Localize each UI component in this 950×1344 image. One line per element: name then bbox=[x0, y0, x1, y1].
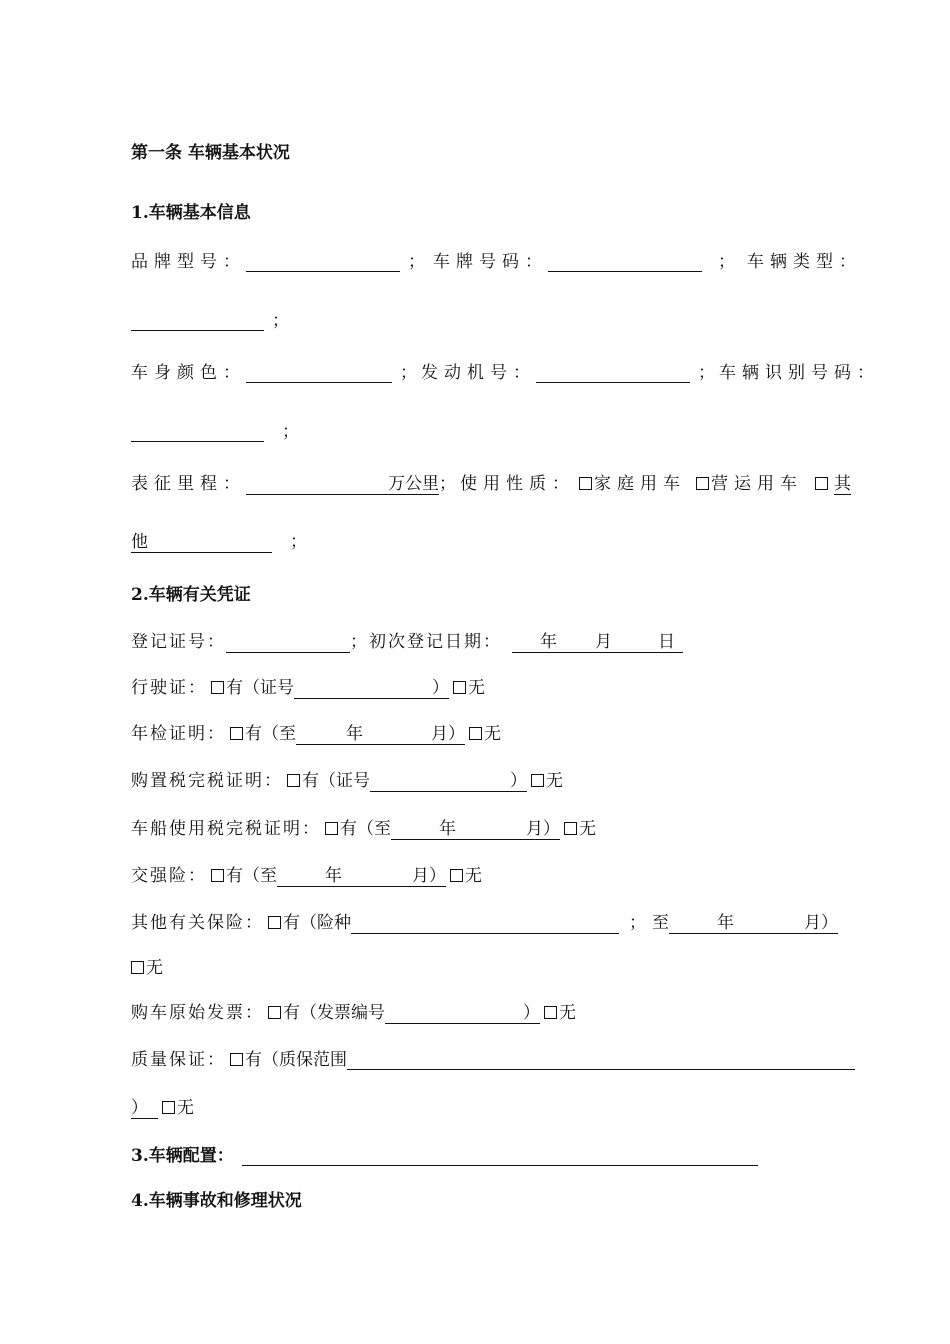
vessel-tax-field[interactable] bbox=[391, 819, 560, 840]
close-paren: ） bbox=[429, 866, 446, 886]
semicolon: ； bbox=[718, 252, 735, 272]
config-field[interactable] bbox=[242, 1147, 758, 1166]
compulsory-ins-row bbox=[131, 861, 482, 887]
checkbox-none[interactable] bbox=[131, 961, 144, 974]
close-paren: ） bbox=[523, 1003, 540, 1023]
section-title: 第一条 车辆基本状况 bbox=[131, 143, 290, 163]
year-label: 年 bbox=[439, 819, 456, 839]
compulsory-ins-field[interactable] bbox=[277, 866, 446, 887]
plate-label: 车牌号码： bbox=[433, 252, 548, 272]
month-label: 月 bbox=[412, 866, 429, 886]
none-label: 无 bbox=[546, 771, 563, 791]
none-label: 无 bbox=[484, 724, 501, 744]
reg-field[interactable] bbox=[226, 634, 350, 653]
close-paren: ） bbox=[131, 1098, 148, 1118]
driving-license-field[interactable] bbox=[294, 678, 449, 699]
driving-license-label: 行驶证： bbox=[131, 678, 207, 698]
config-heading: 3.车辆配置： bbox=[131, 1146, 234, 1166]
plate-field[interactable] bbox=[548, 253, 702, 272]
semicolon: ； bbox=[282, 422, 299, 442]
engine-label: 发动机号： bbox=[421, 363, 536, 383]
month-label: 月 bbox=[526, 819, 543, 839]
annual-check-row bbox=[131, 719, 501, 745]
none-label: 无 bbox=[465, 866, 482, 886]
warranty-close-field[interactable] bbox=[131, 1098, 158, 1119]
config-row bbox=[131, 1141, 758, 1166]
accident-heading: 4.车辆事故和修理状况 bbox=[131, 1191, 302, 1211]
checkbox-has[interactable] bbox=[325, 822, 338, 835]
checkbox-commercial[interactable] bbox=[696, 477, 709, 490]
mileage-unit: 万公里 bbox=[388, 474, 439, 494]
annual-check-label: 年检证明： bbox=[131, 724, 226, 744]
checkbox-has[interactable] bbox=[287, 774, 300, 787]
use-option-family: 家庭用车 bbox=[594, 474, 686, 494]
reg-label: 登记证号： bbox=[131, 632, 226, 652]
has-label: 有 bbox=[340, 819, 357, 839]
none-label: 无 bbox=[177, 1098, 194, 1118]
has-label: 有 bbox=[245, 1050, 262, 1070]
other-ins-none-row bbox=[131, 953, 163, 978]
checkbox-has[interactable] bbox=[230, 1053, 243, 1066]
semicolon: ； bbox=[408, 252, 425, 272]
open-cert: （证号 bbox=[243, 678, 294, 698]
type-label: 车辆类型： bbox=[747, 252, 862, 272]
checkbox-family[interactable] bbox=[579, 477, 592, 490]
checkbox-other[interactable] bbox=[815, 477, 828, 490]
checkbox-none[interactable] bbox=[531, 774, 544, 787]
checkbox-none[interactable] bbox=[564, 822, 577, 835]
vessel-tax-label: 车船使用税完税证明： bbox=[131, 819, 321, 839]
vin-field[interactable] bbox=[131, 423, 264, 442]
checkbox-none[interactable] bbox=[453, 681, 466, 694]
driving-license-row bbox=[131, 673, 485, 699]
checkbox-has[interactable] bbox=[211, 869, 224, 882]
has-label: 有 bbox=[226, 866, 243, 886]
semicolon: ； bbox=[629, 913, 646, 933]
mileage-row bbox=[131, 469, 851, 495]
purchase-tax-row bbox=[131, 766, 563, 792]
type-row bbox=[131, 306, 289, 331]
use-other-field[interactable] bbox=[131, 532, 272, 553]
other-ins-date-field[interactable] bbox=[669, 913, 838, 934]
semicolon: ； bbox=[400, 363, 417, 383]
vin-label: 车辆识别号码： bbox=[719, 363, 880, 383]
checkbox-none[interactable] bbox=[469, 727, 482, 740]
first-reg-label: ；初次登记日期： bbox=[350, 632, 502, 652]
color-row bbox=[131, 358, 880, 383]
engine-field[interactable] bbox=[536, 364, 690, 383]
brand-row bbox=[131, 247, 862, 272]
open-cert: （证号 bbox=[319, 771, 370, 791]
open-scope: （质保范围 bbox=[262, 1050, 347, 1070]
close-paren: ） bbox=[821, 913, 838, 933]
semicolon: ； bbox=[290, 532, 307, 552]
close-paren: ） bbox=[432, 678, 449, 698]
compulsory-ins-label: 交强险： bbox=[131, 866, 207, 886]
day-label: 日 bbox=[658, 632, 675, 652]
open-invoice: （发票编号 bbox=[300, 1003, 385, 1023]
vin-row bbox=[131, 417, 299, 442]
has-label: 有 bbox=[245, 724, 262, 744]
none-label: 无 bbox=[146, 958, 163, 978]
invoice-field[interactable] bbox=[385, 1003, 540, 1024]
close-paren: ） bbox=[543, 819, 560, 839]
color-field[interactable] bbox=[246, 364, 392, 383]
year-label: 年 bbox=[325, 866, 342, 886]
use-other-row bbox=[131, 527, 307, 553]
purchase-tax-label: 购置税完税证明： bbox=[131, 771, 283, 791]
checkbox-none[interactable] bbox=[162, 1101, 175, 1114]
invoice-label: 购车原始发票： bbox=[131, 1003, 264, 1023]
year-label: 年 bbox=[540, 632, 557, 652]
month-label: 月 bbox=[431, 724, 448, 744]
has-label: 有 bbox=[302, 771, 319, 791]
open-to: （至 bbox=[243, 866, 277, 886]
use-option-commercial: 营运用车 bbox=[711, 474, 803, 494]
warranty-row bbox=[131, 1045, 855, 1070]
first-reg-date-field[interactable] bbox=[512, 632, 683, 653]
checkbox-has[interactable] bbox=[268, 916, 281, 929]
purchase-tax-field[interactable] bbox=[370, 771, 527, 792]
warranty-close-row bbox=[131, 1093, 194, 1119]
year-label: 年 bbox=[346, 724, 363, 744]
open-to: （至 bbox=[262, 724, 296, 744]
use-other-tail: 他 bbox=[131, 532, 148, 552]
checkbox-has[interactable] bbox=[268, 1006, 281, 1019]
warranty-scope-field[interactable] bbox=[347, 1051, 855, 1070]
semicolon: ； bbox=[439, 474, 456, 494]
basic-info-heading: 1.车辆基本信息 bbox=[131, 203, 251, 223]
semicolon: ； bbox=[272, 311, 289, 331]
use-option-other: 其 bbox=[834, 474, 851, 494]
semicolon: ； bbox=[698, 363, 715, 383]
month-label: 月 bbox=[595, 632, 612, 652]
open-type: （险种 bbox=[300, 913, 351, 933]
to-label: 至 bbox=[652, 913, 669, 933]
none-label: 无 bbox=[468, 678, 485, 698]
open-to: （至 bbox=[357, 819, 391, 839]
other-ins-label: 其他有关保险： bbox=[131, 913, 264, 933]
none-label: 无 bbox=[579, 819, 596, 839]
checkbox-has[interactable] bbox=[211, 681, 224, 694]
close-paren: ） bbox=[510, 771, 527, 791]
color-label: 车身颜色： bbox=[131, 363, 246, 383]
ins-type-field[interactable] bbox=[351, 915, 619, 934]
brand-label: 品牌型号： bbox=[131, 252, 246, 272]
has-label: 有 bbox=[283, 913, 300, 933]
checkbox-none[interactable] bbox=[450, 869, 463, 882]
month-label: 月 bbox=[804, 913, 821, 933]
registration-row bbox=[131, 627, 683, 653]
has-label: 有 bbox=[226, 678, 243, 698]
documents-heading: 2.车辆有关凭证 bbox=[131, 585, 251, 605]
mileage-field[interactable] bbox=[246, 474, 439, 495]
none-label: 无 bbox=[559, 1003, 576, 1023]
has-label: 有 bbox=[283, 1003, 300, 1023]
checkbox-none[interactable] bbox=[544, 1006, 557, 1019]
warranty-label: 质量保证： bbox=[131, 1050, 226, 1070]
invoice-row bbox=[131, 998, 576, 1024]
mileage-label: 表征里程： bbox=[131, 474, 246, 494]
type-field[interactable] bbox=[131, 312, 264, 331]
checkbox-has[interactable] bbox=[230, 727, 243, 740]
annual-check-field[interactable] bbox=[296, 724, 465, 745]
other-ins-row bbox=[131, 908, 838, 934]
close-paren: ） bbox=[448, 724, 465, 744]
brand-field[interactable] bbox=[246, 253, 400, 272]
use-label: 使用性质： bbox=[460, 474, 575, 494]
vessel-tax-row bbox=[131, 814, 596, 840]
year-label: 年 bbox=[717, 913, 734, 933]
